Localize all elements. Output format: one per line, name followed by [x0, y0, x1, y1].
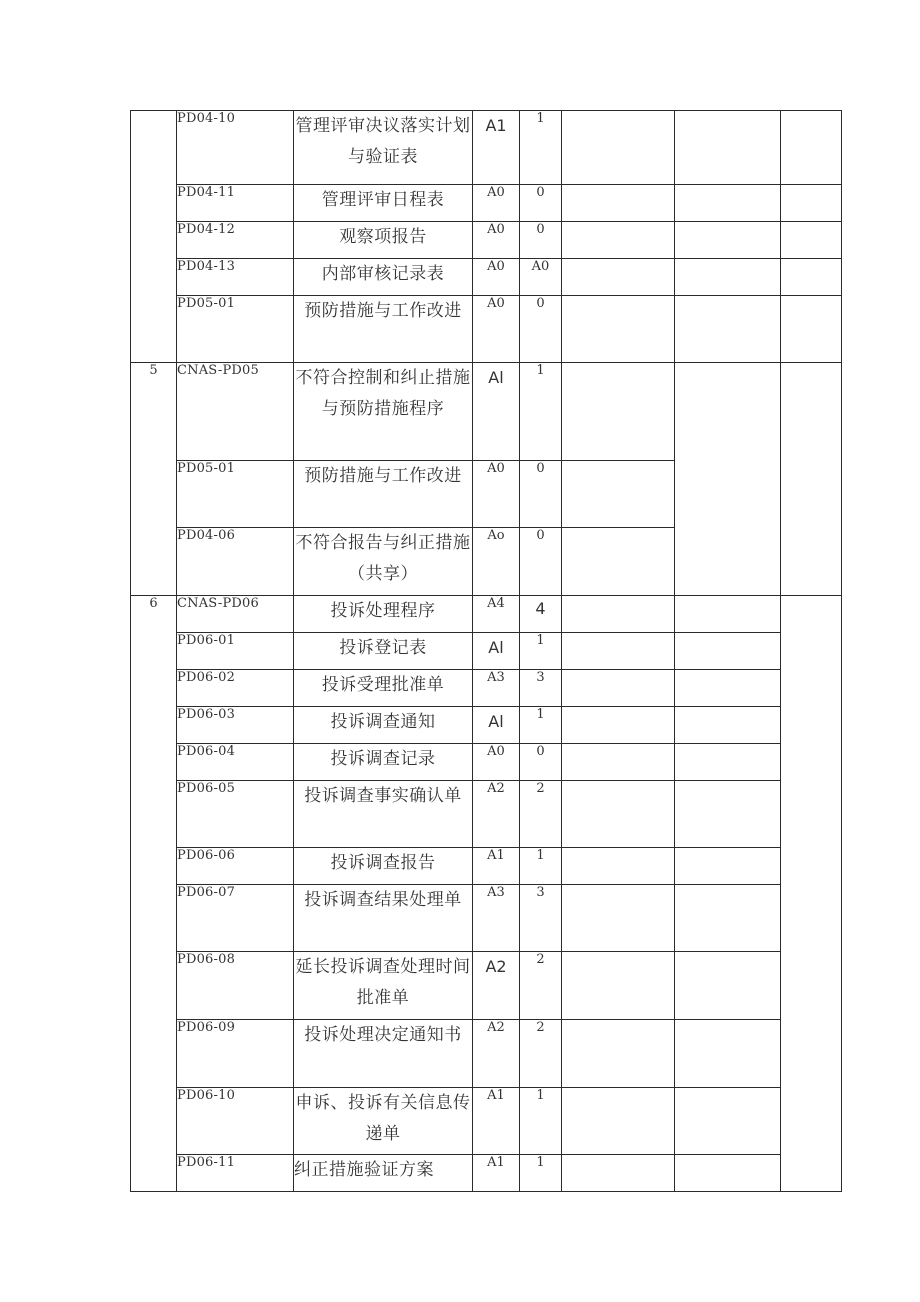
version-cell: Al: [473, 363, 520, 461]
empty-cell: [675, 259, 781, 296]
name-cell: 不符合报告与纠正措施（共享）: [294, 528, 473, 596]
name-cell: 管理评审日程表: [294, 185, 473, 222]
version-cell: A2: [473, 781, 520, 848]
code-cell: PD04-12: [177, 222, 294, 259]
name-cell: 申诉、投诉有关信息传递单: [294, 1088, 473, 1155]
name-cell: 预防措施与工作改进: [294, 296, 473, 363]
empty-cell: [562, 461, 675, 528]
empty-cell: [562, 1155, 675, 1192]
empty-cell: [562, 848, 675, 885]
empty-cell: [781, 222, 842, 259]
code-cell: PD06-09: [177, 1020, 294, 1088]
code-cell: PD06-11: [177, 1155, 294, 1192]
empty-cell: [781, 185, 842, 222]
code-cell: PD06-01: [177, 633, 294, 670]
revision-cell: 0: [520, 185, 562, 222]
name-cell: 纠正措施验证方案: [294, 1155, 473, 1192]
empty-cell: [675, 885, 781, 952]
name-cell: 投诉处理决定通知书: [294, 1020, 473, 1088]
empty-cell: [562, 528, 675, 596]
seq-cell: 6: [131, 596, 177, 1192]
empty-cell: [562, 885, 675, 952]
empty-cell: [675, 222, 781, 259]
table-row: [131, 259, 842, 296]
code-cell: CNAS-PD06: [177, 596, 294, 633]
empty-cell: [562, 744, 675, 781]
name-cell: 投诉登记表: [294, 633, 473, 670]
version-cell: A4: [473, 596, 520, 633]
name-cell: 观察项报告: [294, 222, 473, 259]
code-cell: PD05-01: [177, 461, 294, 528]
empty-cell: [562, 707, 675, 744]
empty-cell: [562, 363, 675, 461]
table-row: [131, 707, 842, 744]
version-cell: A0: [473, 461, 520, 528]
revision-cell: A0: [520, 259, 562, 296]
table-row: [131, 1020, 842, 1088]
code-cell: PD06-07: [177, 885, 294, 952]
version-cell: A3: [473, 670, 520, 707]
seq-cell: [131, 111, 177, 363]
table-row: [131, 633, 842, 670]
code-cell: CNAS-PD05: [177, 363, 294, 461]
table-row: [131, 1155, 842, 1192]
revision-cell: 1: [520, 633, 562, 670]
version-cell: Al: [473, 633, 520, 670]
empty-cell: [675, 848, 781, 885]
empty-cell: [675, 744, 781, 781]
empty-cell: [675, 1088, 781, 1155]
version-cell: A1: [473, 1088, 520, 1155]
empty-cell: [562, 633, 675, 670]
name-cell: 内部审核记录表: [294, 259, 473, 296]
empty-cell: [562, 111, 675, 185]
empty-cell: [675, 670, 781, 707]
version-cell: A0: [473, 259, 520, 296]
name-cell: 投诉调查报告: [294, 848, 473, 885]
code-cell: PD05-01: [177, 296, 294, 363]
revision-cell: 2: [520, 781, 562, 848]
empty-cell: [562, 1088, 675, 1155]
version-cell: A0: [473, 222, 520, 259]
code-cell: PD04-13: [177, 259, 294, 296]
version-cell: A1: [473, 1155, 520, 1192]
revision-cell: 0: [520, 296, 562, 363]
empty-cell: [562, 952, 675, 1020]
empty-cell: [562, 222, 675, 259]
code-cell: PD06-03: [177, 707, 294, 744]
revision-cell: 4: [520, 596, 562, 633]
empty-cell: [675, 707, 781, 744]
table-row: [131, 1088, 842, 1155]
code-cell: PD06-05: [177, 781, 294, 848]
empty-cell: [781, 363, 842, 596]
version-cell: A0: [473, 296, 520, 363]
name-cell: 投诉处理程序: [294, 596, 473, 633]
empty-cell: [675, 296, 781, 363]
empty-cell: [562, 596, 675, 633]
empty-cell: [781, 296, 842, 363]
version-cell: A1: [473, 111, 520, 185]
revision-cell: 3: [520, 885, 562, 952]
revision-cell: 2: [520, 1020, 562, 1088]
revision-cell: 1: [520, 363, 562, 461]
table-row: [131, 222, 842, 259]
table-row: [131, 670, 842, 707]
revision-cell: 1: [520, 1155, 562, 1192]
revision-cell: 1: [520, 707, 562, 744]
version-cell: A3: [473, 885, 520, 952]
table-row: [131, 952, 842, 1020]
table-row: [131, 781, 842, 848]
revision-cell: 1: [520, 848, 562, 885]
version-cell: A2: [473, 952, 520, 1020]
empty-cell: [562, 781, 675, 848]
table-row: [131, 363, 842, 461]
revision-cell: 3: [520, 670, 562, 707]
revision-cell: 0: [520, 222, 562, 259]
code-cell: PD04-06: [177, 528, 294, 596]
table-row: [131, 185, 842, 222]
empty-cell: [675, 185, 781, 222]
empty-cell: [675, 781, 781, 848]
code-cell: PD06-04: [177, 744, 294, 781]
empty-cell: [675, 111, 781, 185]
empty-cell: [781, 596, 842, 1192]
empty-cell: [562, 185, 675, 222]
empty-cell: [675, 633, 781, 670]
name-cell: 投诉调查结果处理单: [294, 885, 473, 952]
table-row: [131, 744, 842, 781]
name-cell: 投诉调查事实确认单: [294, 781, 473, 848]
code-cell: PD06-02: [177, 670, 294, 707]
revision-cell: 0: [520, 461, 562, 528]
code-cell: PD06-10: [177, 1088, 294, 1155]
version-cell: A0: [473, 744, 520, 781]
empty-cell: [562, 259, 675, 296]
empty-cell: [562, 1020, 675, 1088]
empty-cell: [675, 596, 781, 633]
code-cell: PD06-08: [177, 952, 294, 1020]
version-cell: A1: [473, 848, 520, 885]
seq-cell: 5: [131, 363, 177, 596]
table-row: [131, 296, 842, 363]
table-row: [131, 596, 842, 633]
name-cell: 管理评审决议落实计划与验证表: [294, 111, 473, 185]
code-cell: PD04-11: [177, 185, 294, 222]
empty-cell: [781, 111, 842, 185]
revision-cell: 0: [520, 744, 562, 781]
record-list-table: [130, 110, 842, 1192]
version-cell: A0: [473, 185, 520, 222]
empty-cell: [562, 296, 675, 363]
table-row: [131, 885, 842, 952]
code-cell: PD06-06: [177, 848, 294, 885]
version-cell: A2: [473, 1020, 520, 1088]
revision-cell: 1: [520, 111, 562, 185]
empty-cell: [675, 363, 781, 596]
version-cell: Ao: [473, 528, 520, 596]
version-cell: Al: [473, 707, 520, 744]
name-cell: 不符合控制和纠止措施与预防措施程序: [294, 363, 473, 461]
empty-cell: [675, 1155, 781, 1192]
name-cell: 预防措施与工作改进: [294, 461, 473, 528]
table-row: [131, 111, 842, 185]
name-cell: 投诉受理批准单: [294, 670, 473, 707]
name-cell: 投诉调查记录: [294, 744, 473, 781]
table-row: [131, 848, 842, 885]
name-cell: 投诉调查通知: [294, 707, 473, 744]
revision-cell: 0: [520, 528, 562, 596]
revision-cell: 1: [520, 1088, 562, 1155]
code-cell: PD04-10: [177, 111, 294, 185]
empty-cell: [675, 1020, 781, 1088]
name-cell: 延长投诉调查处理时间批准单: [294, 952, 473, 1020]
empty-cell: [562, 670, 675, 707]
empty-cell: [675, 952, 781, 1020]
revision-cell: 2: [520, 952, 562, 1020]
empty-cell: [781, 259, 842, 296]
